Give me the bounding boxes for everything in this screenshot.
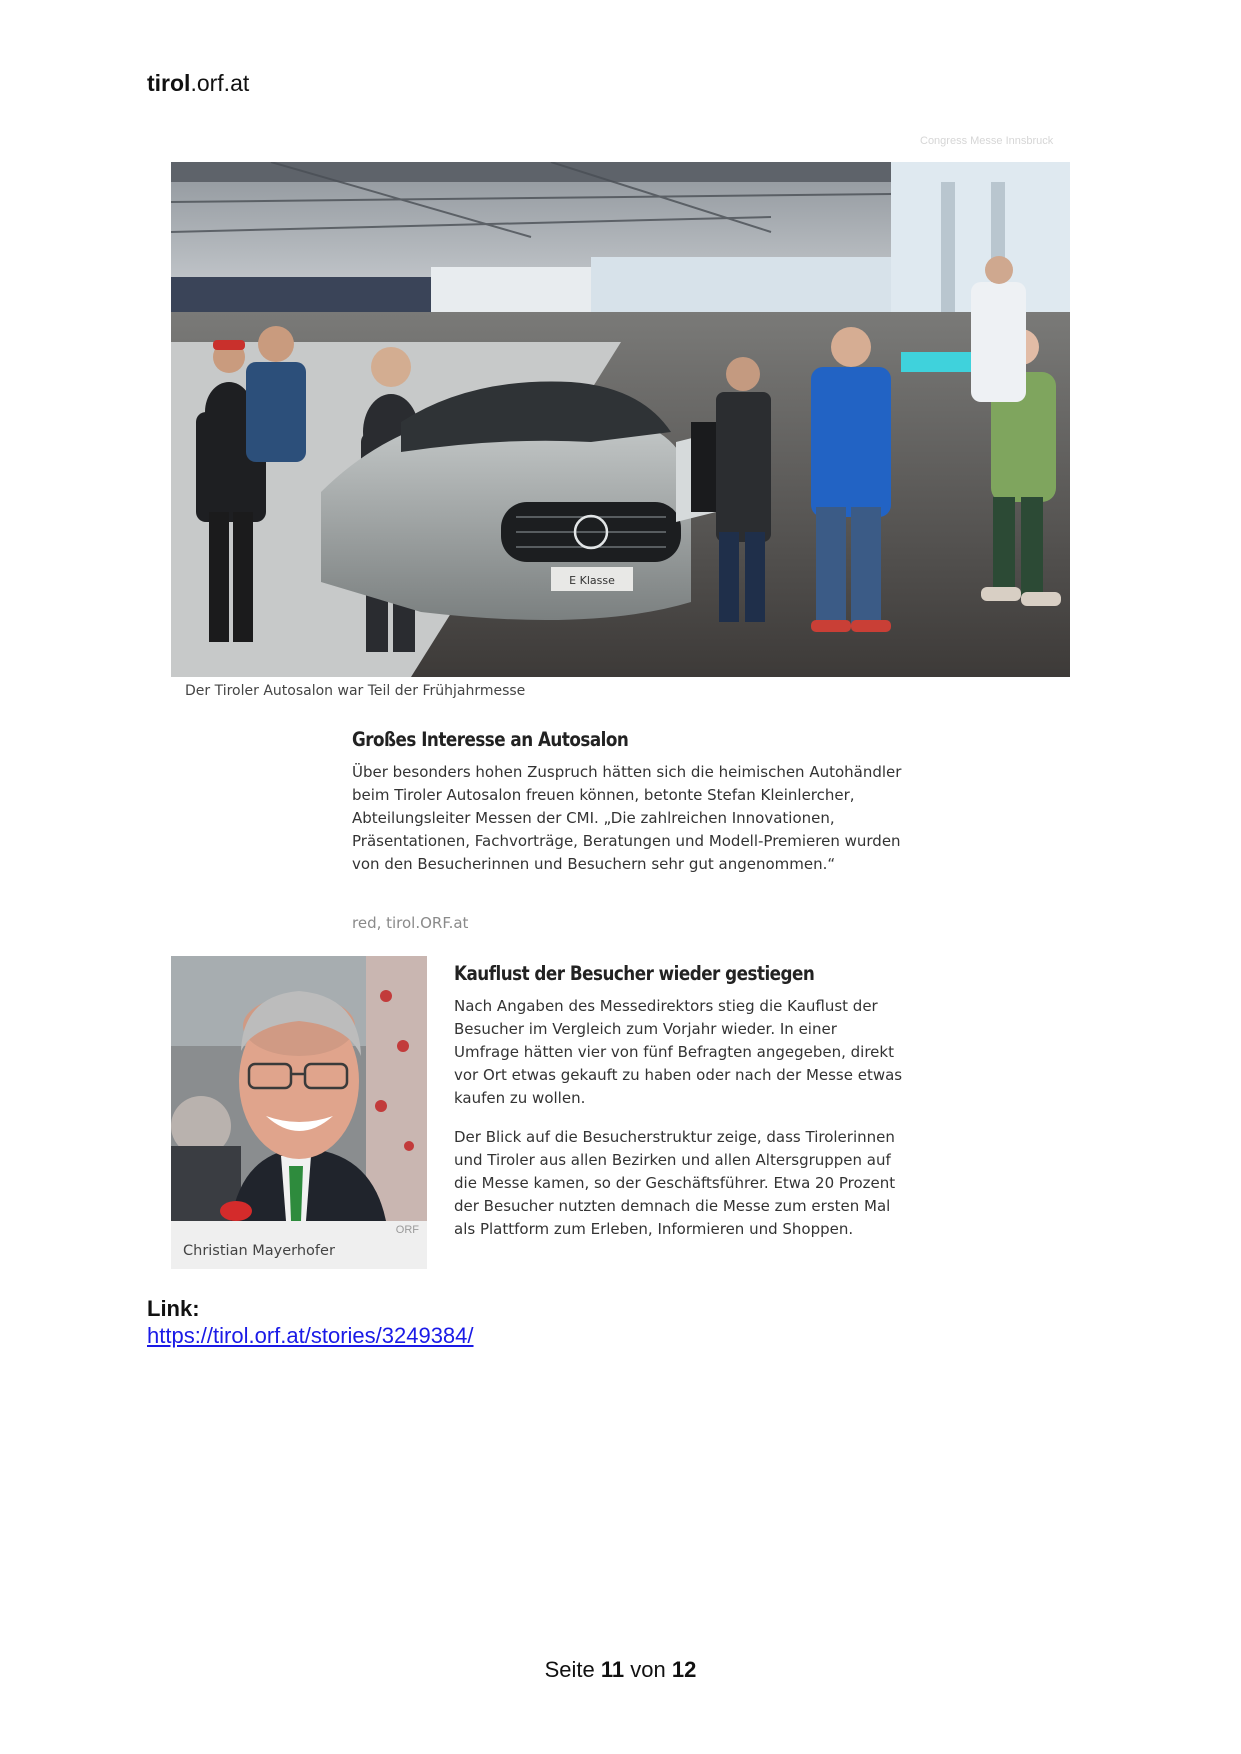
page-footer [0,1657,1241,1683]
section-heading-autosalon: Großes Interesse an Autosalon [352,728,629,751]
footer-prefix: Seite [544,1657,595,1682]
section-kauflust [454,962,904,1257]
site-name-bold: tirol [147,70,191,96]
portrait-photo-illustration [171,956,427,1221]
footer-middle: von [630,1657,666,1682]
photo-credit-top: Congress Messe Innsbruck [920,135,1054,147]
portrait-credit: ORF [395,1224,419,1236]
section-body-autosalon: Über besonders hohen Zuspruch hätten sich die heimischen Autohändler beim Tiroler Autosalon freuen können, betonte Stefan Kleinlercher, Abteilungsleiter Messen der CMI. „Die zahlreichen Innovationen, Präsentationen, Fachvorträge, Beratungen und Modell-Premieren wurden von den Besucherinnen und Besuchern sehr gut angenommen.“ [352,763,902,873]
autosalon-photo [171,162,1070,677]
article-link[interactable]: https://tirol.orf.at/stories/3249384/ [147,1323,474,1348]
section-body-kauflust-2: Der Blick auf die Besucherstruktur zeige, dass Tirolerinnen und Tiroler aus allen Bezirken und allen Altersgruppen auf die Messe kamen, so der Geschäftsführer. Etwa 20 Prozent der Besucher nutzten demnach die Messe zum ersten Mal als Plattform zum Erleben, Informieren und Shoppen. [454,1128,896,1238]
license-plate: E Klasse [569,574,615,587]
article-source: red, tirol.ORF.at [352,914,469,932]
portrait-photo [171,956,427,1221]
section-body-kauflust-1: Nach Angaben des Messedirektors stieg die Kauflust der Besucher im Vergleich zum Vorjahr wieder. In einer Umfrage hätten vier von fünf Befragten angegeben, direkt vor Ort etwas gekauft zu haben oder nach der Messe etwas kaufen zu wollen. [454,997,903,1107]
site-header [147,70,249,97]
photo-caption-autosalon: Der Tiroler Autosalon war Teil der Frühjahrmesse [185,683,526,699]
section-autosalon [352,728,912,876]
section-heading-kauflust: Kauflust der Besucher wieder gestiegen [454,962,815,985]
footer-page-total: 12 [671,1657,697,1682]
footer-page-number: 11 [600,1657,625,1682]
link-label: Link: [147,1296,200,1321]
portrait-caption: Christian Mayerhofer [183,1243,335,1259]
autosalon-photo-illustration [171,162,1070,677]
site-name-rest: .orf.at [190,70,250,96]
portrait-figure [171,956,427,1269]
